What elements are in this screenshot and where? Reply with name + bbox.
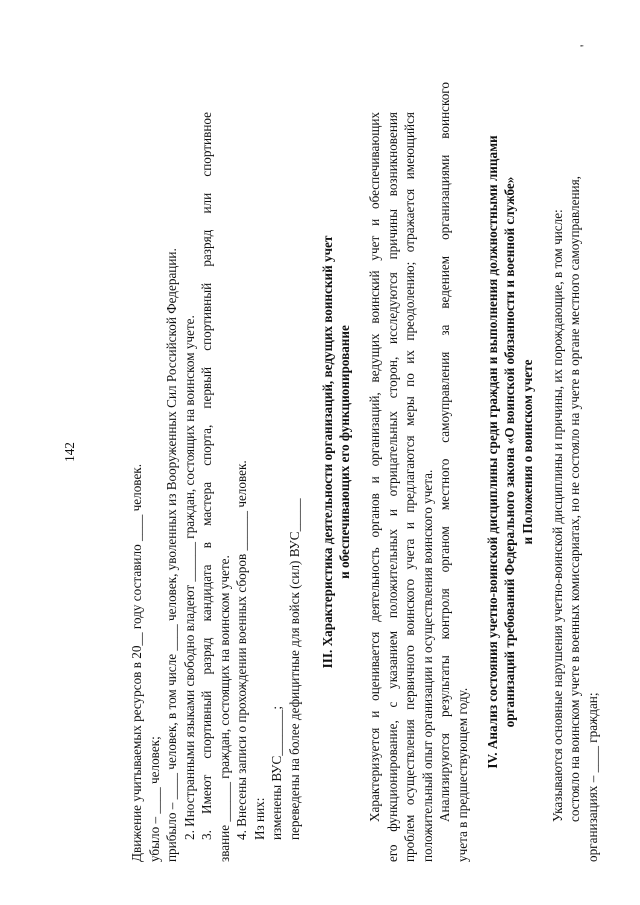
vus-changed-line: изменены ВУС_______; (269, 705, 284, 840)
movement-total-line: Движение учитываемых ресурсов в 20__ году составило ____ человек. (129, 463, 144, 862)
sports-rank-line-2: звание ______ граждан, состоящих на воинском учете. (217, 555, 232, 862)
of-them-line: Из них: (252, 797, 267, 840)
rotated-page-content (62, 42, 622, 862)
section-4-para-1-line-3: организациях – ____ граждан; (585, 692, 600, 862)
section-3-para-1-line-1: Характеризуется и оценивается деятельность органов и организаций, ведущих воинский учет и обеспечивающих (367, 112, 382, 822)
page-number: 142 (62, 442, 77, 462)
section-3-heading-1: III. Характеристика деятельности организаций, ведущих воинский учет (320, 235, 335, 669)
military-training-line: 4. Внесены записи о прохождении военных сборов ______ человек. (234, 460, 249, 840)
section-3-para-1-line-3: проблем осуществления первичного воинского учета и предлагаются меры по их преодолению; отражается имеющийся (402, 112, 417, 862)
section-4-para-1-line-1: Указываются основные нарушения учетно-воинской дисциплины и причины, их порождающие, в том числе: (550, 209, 565, 822)
section-4-heading-1: IV. Анализ состояния учетно-воинской дисциплины среди граждан и выполнения должностными лицами (485, 135, 500, 769)
section-3-para-1-line-4: положительный опыт организации и осуществления воинского учета. (420, 469, 435, 862)
movement-increase-line: прибыло – ____ человек, в том числе ____ человек, уволенных из Вооруженных Сил Российской Федерации. (164, 248, 179, 862)
section-3-para-1-line-2: его функционирование, с указанием положительных и отрицательных сторон, исследуются причины возникновения (385, 112, 400, 862)
foreign-languages-line: 2. Иностранными языками свободно владеют ______ граждан, состоящих на воинском учете. (182, 315, 197, 840)
vus-transferred-line: переведены на более дефицитные для войск (сил) ВУС_____ (287, 498, 302, 840)
movement-decrease-line: убыло – ____ человек; (147, 736, 162, 862)
section-4-heading-3: и Положения о воинском учете (520, 359, 535, 545)
section-3-para-2-line-2: учета в предшествующем году. (455, 687, 470, 862)
sports-rank-line-1: 3. Имеют спортивный разряд кандидата в мастера спорта, первый спортивный разряд или спортивное (199, 112, 214, 840)
section-3-para-2-line-1: Анализируются результаты контроля органом местного самоуправления за ведением организациями воинского (437, 82, 452, 822)
section-4-heading-2: организаций требований Федерального закона «О воинской обязанности и военной службе» (502, 176, 517, 728)
section-4-para-1-line-2: состояло на воинском учете в военных комиссариатах, но не состояло на учете в органе местного самоуправления, (567, 176, 582, 822)
corner-mark: ' (577, 44, 592, 47)
section-3-heading-2: и обеспечивающих его функционирование (337, 325, 352, 579)
